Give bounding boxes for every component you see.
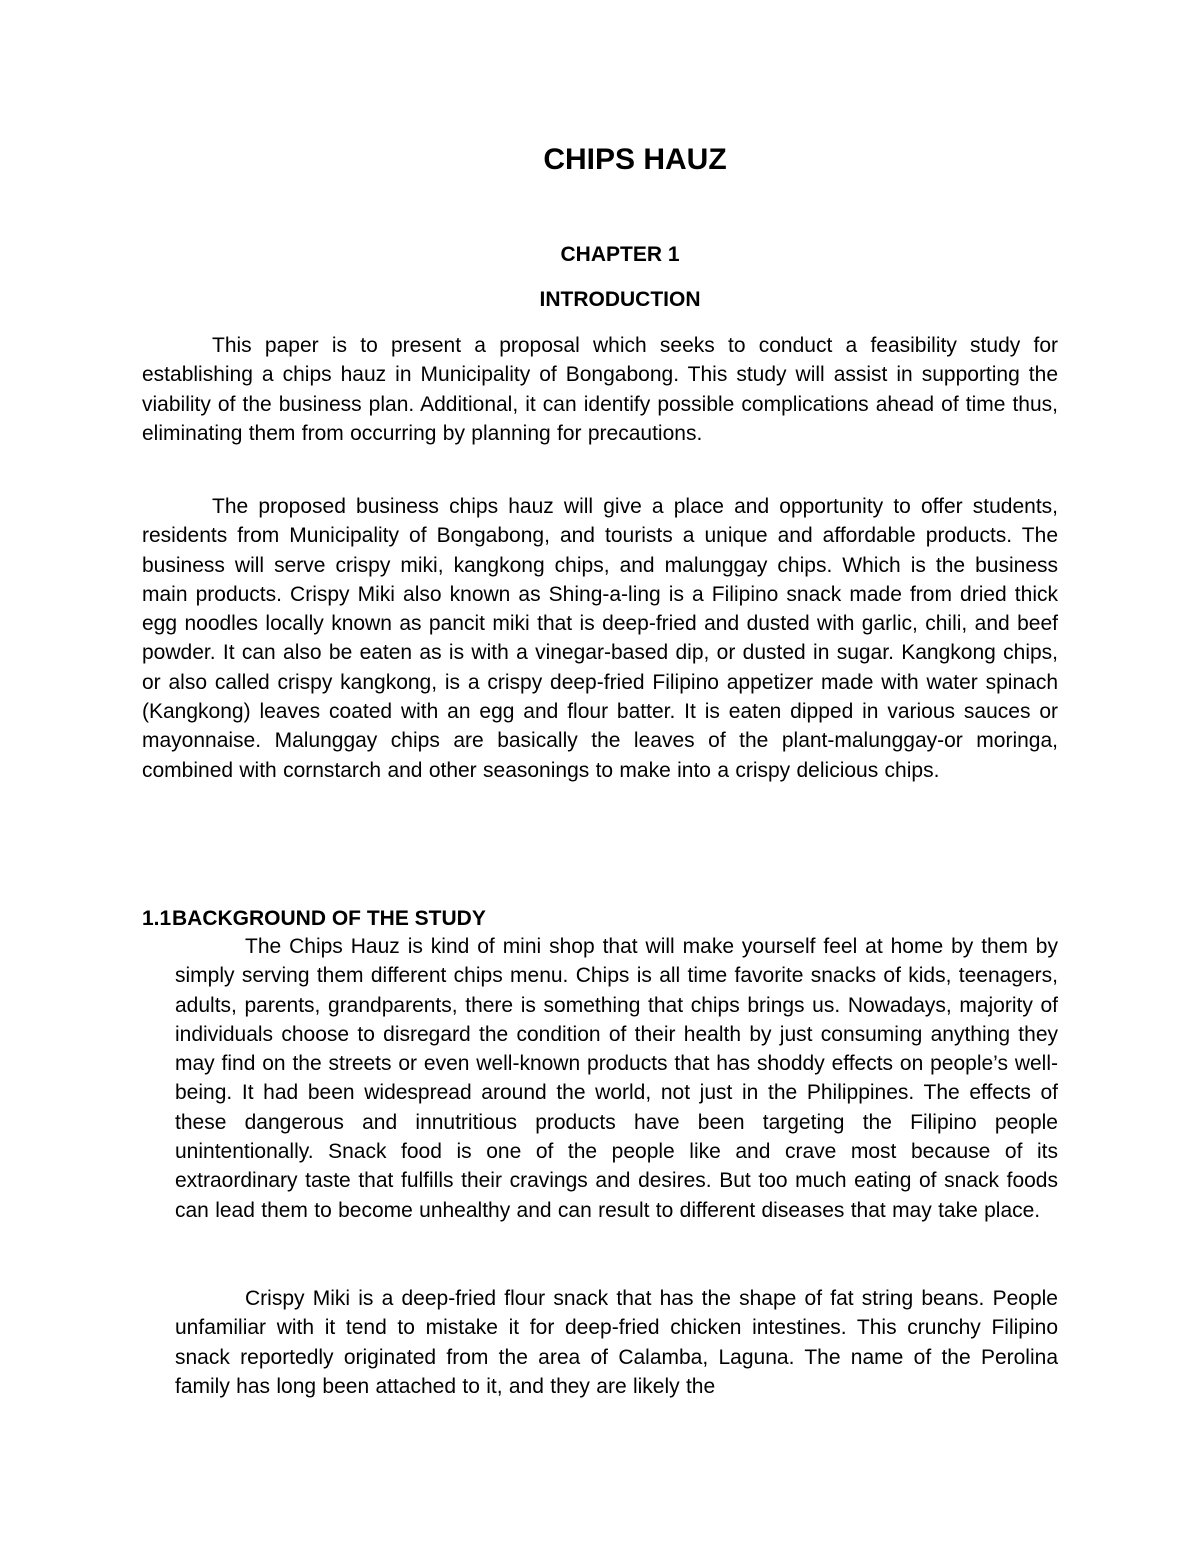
section-number: 1.1 — [142, 907, 172, 930]
background-paragraph-1: The Chips Hauz is kind of mini shop that will make yourself feel at home by them by simply serving them different chips menu. Chips is all time favorite snacks of kids, teenagers, adults, parents, grandparents, there is something that chips brings us. Nowadays, majority of individuals choose to disregard the condition of their health by just consuming anything they may find on the streets or even well-known products that has shoddy effects on people’s well-being. It had been widespread around the world, not just in the Philippines. The effects of these dangerous and innutritious products have been targeting the Filipino people unintentionally. Snack food is one of the people like and crave most because of its extraordinary taste that fulfills their cravings and desires. But too much eating of snack foods can lead them to become unhealthy and can result to different diseases that may take place. — [175, 935, 1058, 1222]
chapter-number: CHAPTER 1 — [560, 243, 680, 266]
section-title: BACKGROUND OF THE STUDY — [172, 907, 486, 930]
chapter-title: INTRODUCTION — [539, 288, 701, 311]
intro-paragraph-1: This paper is to present a proposal which seeks to conduct a feasibility study for establishing a chips hauz in Municipality of Bongabong. This study will assist in supporting the viability of the business plan. Additional, it can identify possible complications ahead of time thus, eliminating them from occurring by planning for precautions. — [142, 334, 1058, 445]
section-heading — [142, 904, 486, 933]
document-title: CHIPS HAUZ — [543, 143, 727, 176]
intro-paragraph-2: The proposed business chips hauz will give a place and opportunity to offer students, residents from Municipality of Bongabong, and tourists a unique and affordable products. The business will serve crispy miki, kangkong chips, and malunggay chips. Which is the business main products. Crispy Miki also known as Shing-a-ling is a Filipino snack made from dried thick egg noodles locally known as pancit miki that is deep-fried and dusted with garlic, chili, and beef powder. It can also be eaten as is with a vinegar-based dip, or dusted in sugar. Kangkong chips, or also called crispy kangkong, is a crispy deep-fried Filipino appetizer made with water spinach (Kangkong) leaves coated with an egg and flour batter. It is eaten dipped in various sauces or mayonnaise. Malunggay chips are basically the leaves of the plant-malunggay-or moringa, combined with cornstarch and other seasonings to make into a crispy delicious chips. — [142, 495, 1058, 782]
background-paragraph-2: Crispy Miki is a deep-fried flour snack that has the shape of fat string beans. People unfamiliar with it tend to mistake it for deep-fried chicken intestines. This crunchy Filipino snack reportedly originated from the area of Calamba, Laguna. The name of the Perolina family has long been attached to it, and they are likely the — [175, 1287, 1058, 1398]
